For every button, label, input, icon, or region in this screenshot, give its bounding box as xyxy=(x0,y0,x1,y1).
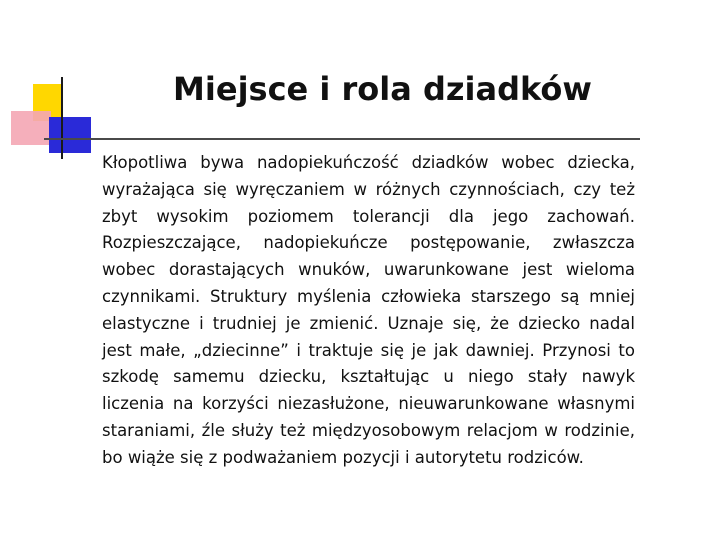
slide-title: Miejsce i rola dziadków xyxy=(173,70,592,108)
title-divider-line xyxy=(44,138,640,140)
decorative-blue-square xyxy=(49,117,91,153)
decorative-vertical-line xyxy=(61,77,63,159)
slide-body-text: Kłopotliwa bywa nadopiekuńczość dziadków wobec dziecka, wyrażająca się wyręczaniem w różnych czynnościach, czy też zbyt wysokim poziomem tolerancji dla jego zachowań. Rozpieszczające, nadopiekuńcze postępowanie, zwłaszcza wobec dorastających wnuków, uwarunkowane jest wieloma czynnikami. Struktury myślenia człowieka starszego są mniej elastyczne i trudniej je zmienić. Uznaje się, że dziecko nadal jest małe, „dziecinne” i traktuje się je jak dawniej. Przynosi to szkodę samemu dziecku, kształtując u niego stały nawyk liczenia na korzyści niezasłużone, nieuwarunkowane własnymi staraniami, źle służy też międzyosobowym relacjom w rodzinie, bo wiąże się z podważaniem pozycji i autorytetu rodziców. xyxy=(102,153,635,467)
